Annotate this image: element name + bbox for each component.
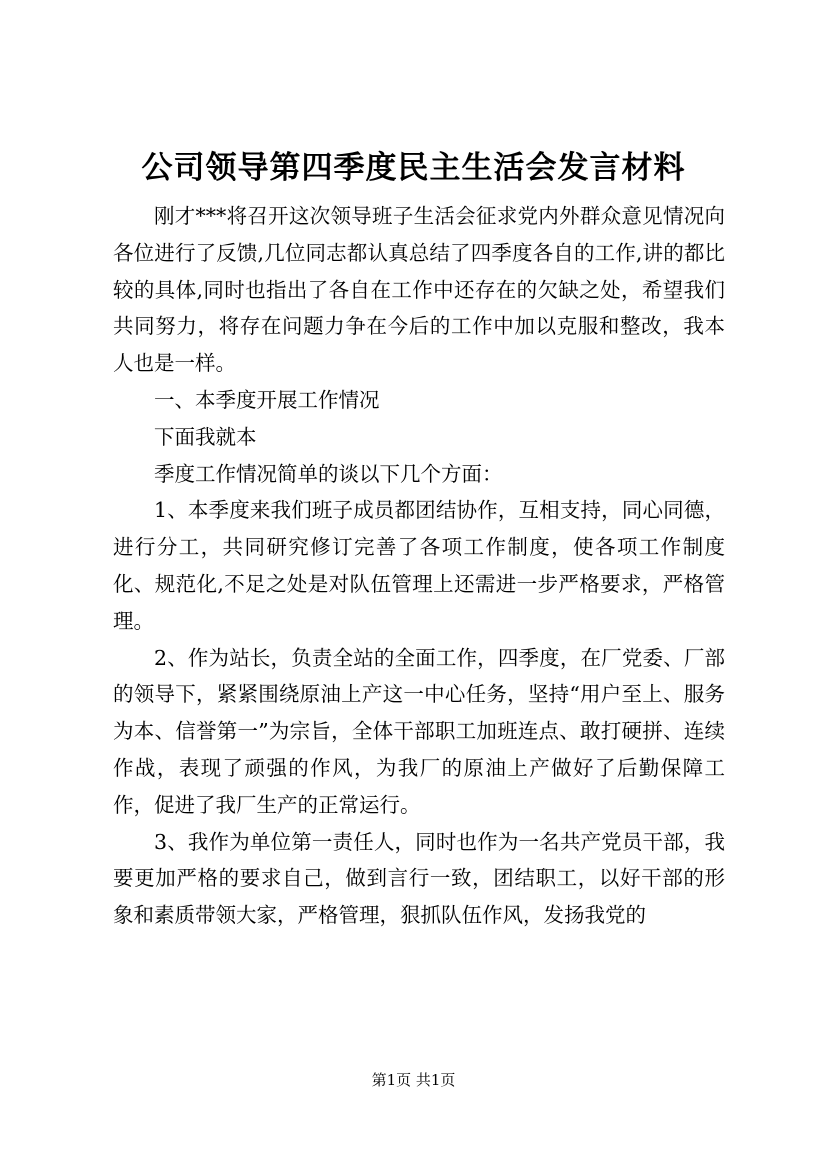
paragraph-lead-in: 下面我就本 bbox=[154, 424, 257, 449]
paragraph-item-2: 2、作为站长，负责全站的全面工作，四季度，在厂党委、厂部的领导下，紧紧围绕原油上产这一中心任务，坚持“用户至上、服务为本、信誉第一”为宗旨，全体干部职工加班连点、敢打硬拼、连续作战，表现了顽强的作风，为我厂的原油上产做好了后勤保障工作，促进了我厂生产的正常运行。 bbox=[113, 645, 725, 817]
document-body bbox=[113, 198, 725, 934]
page-footer: 第1页 共1页 bbox=[371, 1071, 456, 1089]
paragraph-item-3: 3、我作为单位第一责任人，同时也作为一名共产党员干部，我要更加严格的要求自己，做到言行一致，团结职工，以好干部的形象和素质带领大家，严格管理，狠抓队伍作风，发扬我党的 bbox=[113, 829, 725, 928]
paragraph-lead-in-continued: 季度工作情况简单的谈以下几个方面： bbox=[154, 461, 503, 486]
section-heading: 一、本季度开展工作情况 bbox=[154, 387, 380, 412]
paragraph-intro: 刚才***将召开这次领导班子生活会征求党内外群众意见情况向各位进行了反馈,几位同志都认真总结了四季度各自的工作,讲的都比较的具体,同时也指出了各自在工作中还存在的欠缺之处，希望我们共同努力，将存在问题力争在今后的工作中加以克服和整改，我本人也是一样。 bbox=[113, 204, 725, 376]
document-title: 公司领导第四季度民主生活会发言材料 bbox=[141, 150, 686, 186]
paragraph-item-1: 1、本季度来我们班子成员都团结协作，互相支持，同心同德，进行分工，共同研究修订完善了各项工作制度，使各项工作制度化、规范化,不足之处是对队伍管理上还需进一步严格要求，严格管理。 bbox=[113, 498, 725, 633]
